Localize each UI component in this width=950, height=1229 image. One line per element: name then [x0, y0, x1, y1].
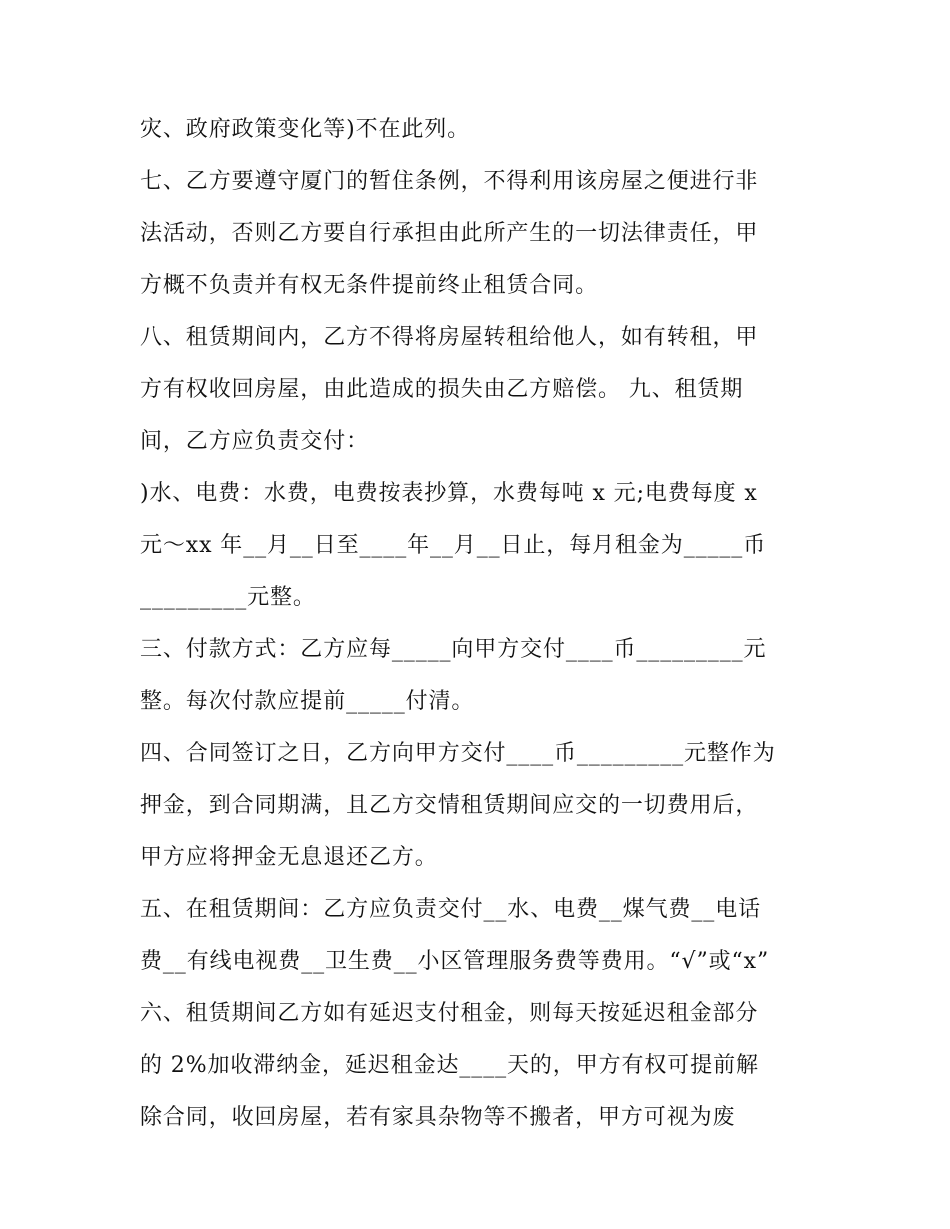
text-line: _________元整。 [140, 585, 316, 610]
text-line: )水、电费：水费，电费按表抄算，水费每吨 x 元;电费每度 x [140, 481, 758, 506]
text-line: 方有权收回房屋，由此造成的损失由乙方赔偿。 九、租赁期 [140, 377, 744, 402]
text-line: 整。每次付款应提前_____付清。 [140, 689, 475, 714]
text-line: 法活动，否则乙方要自行承担由此所产生的一切法律责任，甲 [140, 221, 759, 246]
text-line: 五、在租赁期间：乙方应负责交付__水、电费__煤气费__电话 [140, 897, 762, 922]
text-line: 元～xx 年__月__日至____年__月__日止，每月租金为_____币 [140, 533, 767, 558]
text-line: 甲方应将押金无息退还乙方。 [140, 845, 438, 870]
text-line: 灾、政府政策变化等)不在此列。 [140, 117, 471, 142]
text-line: 七、乙方要遵守厦门的暂住条例，不得利用该房屋之便进行非 [140, 169, 759, 194]
text-line: 费__有线电视费__卫生费__小区管理服务费等费用。“√”或“x” [140, 949, 770, 974]
text-line: 八、租赁期间内，乙方不得将房屋转租给他人，如有转租，甲 [140, 325, 759, 350]
text-line: 间，乙方应负责交付： [140, 429, 370, 454]
text-line: 三、付款方式：乙方应每_____向甲方交付____币_________元 [140, 637, 767, 662]
text-line: 的 2%加收滞纳金，延迟租金达____天的，甲方有权可提前解 [140, 1053, 759, 1078]
text-line: 方概不负责并有权无条件提前终止租赁合同。 [140, 273, 599, 298]
document-body [140, 104, 840, 1144]
text-line: 四、合同签订之日，乙方向甲方交付____币_________元整作为 [140, 741, 776, 766]
text-line: 六、租赁期间乙方如有延迟支付租金，则每天按延迟租金部分 [140, 1001, 759, 1026]
text-line: 押金，到合同期满，且乙方交情租赁期间应交的一切费用后， [140, 793, 759, 818]
text-line: 除合同，收回房屋，若有家具杂物等不搬者，甲方可视为废 [140, 1105, 736, 1130]
